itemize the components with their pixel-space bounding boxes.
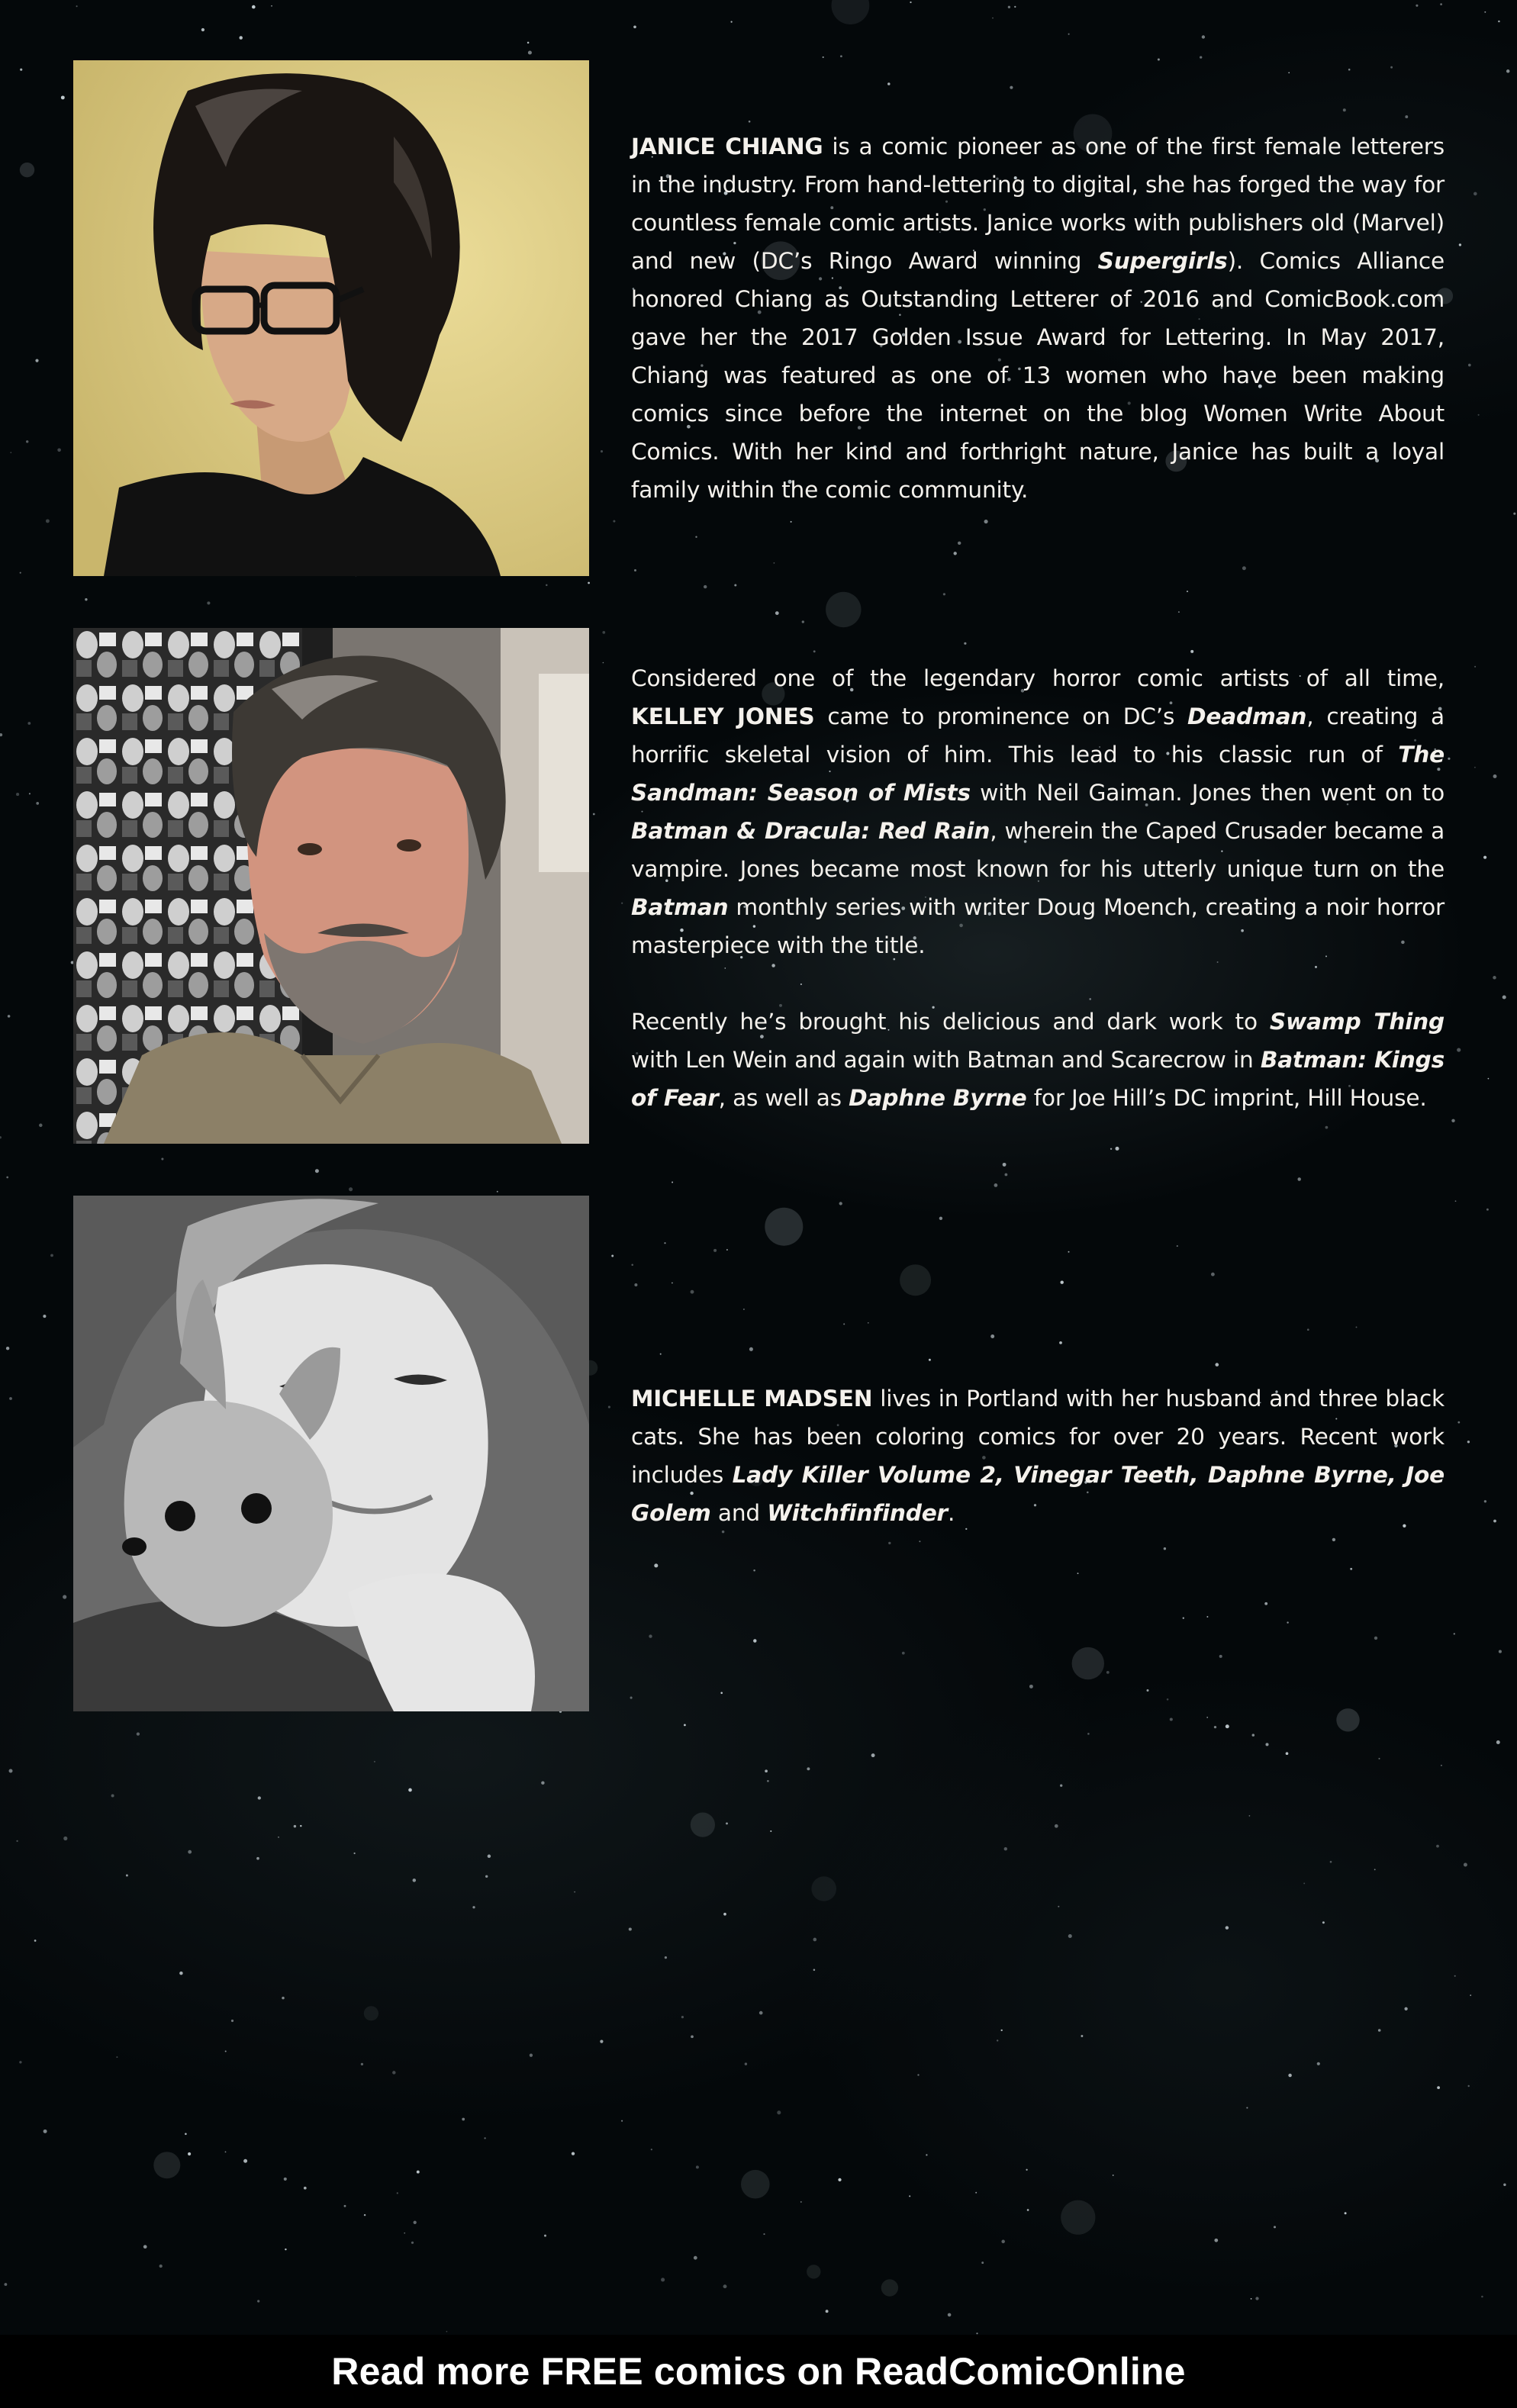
comic-title: Daphne Byrne bbox=[849, 1085, 1027, 1111]
star bbox=[767, 1780, 769, 1782]
star bbox=[1265, 1743, 1268, 1746]
star bbox=[76, 5, 78, 7]
star bbox=[1345, 2212, 1347, 2214]
footer-banner bbox=[0, 2335, 1517, 2408]
star bbox=[354, 1853, 356, 1854]
star bbox=[1249, 1815, 1251, 1817]
star bbox=[1330, 1861, 1332, 1863]
star bbox=[43, 2130, 47, 2133]
footer-text: Read more FREE comics on ReadComicOnline bbox=[331, 2350, 1186, 2393]
star bbox=[1060, 1785, 1062, 1787]
star bbox=[1003, 1163, 1007, 1167]
star bbox=[1252, 1734, 1255, 1737]
star bbox=[813, 1938, 816, 1942]
star bbox=[745, 2062, 747, 2065]
bio-text-segment: monthly series with writer Doug Moench, creating a noir horror masterpiece with the title. bbox=[631, 894, 1445, 958]
star bbox=[1454, 1975, 1456, 1977]
star bbox=[404, 2233, 405, 2234]
star bbox=[1288, 2074, 1292, 2078]
bio-text-segment: . bbox=[947, 1500, 955, 1526]
star bbox=[364, 2214, 366, 2216]
star bbox=[1484, 1500, 1486, 1502]
star bbox=[6, 1177, 8, 1179]
star bbox=[185, 2133, 187, 2135]
star bbox=[1004, 1173, 1007, 1177]
star bbox=[681, 2016, 684, 2018]
star bbox=[1488, 1078, 1490, 1080]
bio-text-segment: is a comic pioneer as one of the first female letterers in the industry. From hand-lettering to digital, she has forged the way for countless female comic artists. Janice works with publishers old (Marvel) and new (DC’s Ringo Award winning bbox=[631, 134, 1445, 274]
star bbox=[27, 722, 31, 725]
star bbox=[1026, 2169, 1027, 2171]
comic-title: Batman: Kings of Fear bbox=[631, 1047, 1445, 1111]
star bbox=[1214, 1726, 1216, 1728]
bio-michelle-madsen bbox=[73, 1196, 1447, 1711]
star bbox=[943, 593, 945, 595]
star bbox=[1486, 1209, 1489, 1211]
bio-janice-chiang bbox=[73, 60, 1447, 576]
star bbox=[1493, 774, 1497, 778]
star bbox=[723, 1913, 726, 1916]
star bbox=[278, 1837, 279, 1838]
star bbox=[20, 572, 21, 574]
star bbox=[10, 452, 11, 453]
star bbox=[413, 1878, 417, 1882]
bokeh-orb bbox=[741, 2170, 770, 2199]
star bbox=[1474, 767, 1476, 768]
star bbox=[239, 36, 242, 39]
star bbox=[488, 1855, 491, 1858]
star bbox=[1187, 591, 1188, 592]
star bbox=[665, 1956, 667, 1959]
comic-title: Batman & Dracula: Red Rain bbox=[631, 818, 990, 844]
star bbox=[20, 69, 22, 71]
bokeh-orb bbox=[691, 1813, 715, 1837]
star bbox=[1000, 2030, 1002, 2031]
star bbox=[572, 2152, 575, 2155]
star bbox=[19, 2061, 21, 2063]
star bbox=[1068, 1934, 1072, 1938]
star bbox=[1513, 513, 1515, 515]
star bbox=[231, 2020, 234, 2022]
star bbox=[8, 1015, 11, 1018]
star bbox=[759, 2011, 763, 2015]
bokeh-orb bbox=[1061, 2200, 1095, 2235]
comic-title: The Sandman: Season of Mists bbox=[631, 742, 1445, 806]
star bbox=[497, 1191, 498, 1193]
comic-title: Swamp Thing bbox=[1269, 1009, 1445, 1035]
kelley-jones-bio-text bbox=[631, 659, 1445, 1117]
kelley-jones-photo bbox=[73, 628, 589, 1144]
star bbox=[143, 2245, 147, 2249]
person-name: MICHELLE MADSEN bbox=[631, 1386, 873, 1412]
star bbox=[111, 1795, 114, 1798]
bokeh-orb bbox=[20, 163, 34, 177]
star bbox=[684, 1724, 686, 1726]
star bbox=[225, 2152, 227, 2153]
star bbox=[1206, 1717, 1208, 1718]
star bbox=[1404, 2007, 1407, 2010]
star bbox=[909, 2195, 910, 2197]
star bbox=[1274, 2226, 1276, 2228]
bio-paragraph bbox=[631, 1379, 1445, 1532]
bio-text-segment: came to prominence on DC’s bbox=[814, 703, 1188, 729]
bio-paragraph bbox=[631, 659, 1445, 964]
star bbox=[1467, 2085, 1469, 2087]
star bbox=[1464, 1863, 1467, 1867]
comic-title: Deadman bbox=[1187, 703, 1307, 729]
star bbox=[723, 2284, 727, 2288]
portrait-man-beard-icon bbox=[73, 628, 589, 1144]
star bbox=[349, 1187, 353, 1191]
star bbox=[917, 2074, 919, 2075]
star bbox=[1468, 364, 1471, 367]
star bbox=[1297, 1177, 1300, 1180]
star bbox=[36, 802, 39, 805]
star bbox=[6, 1347, 9, 1350]
star bbox=[541, 1781, 544, 1784]
bio-paragraph bbox=[631, 1003, 1445, 1117]
star bbox=[1214, 2239, 1218, 2242]
star bbox=[1493, 976, 1496, 980]
star bbox=[1055, 1824, 1058, 1828]
star bbox=[46, 519, 50, 523]
star bbox=[1441, 1765, 1442, 1766]
star bbox=[800, 2201, 802, 2203]
star bbox=[926, 2154, 927, 2155]
star bbox=[29, 793, 31, 794]
star bbox=[1115, 1147, 1119, 1151]
star bbox=[823, 56, 824, 58]
star bbox=[207, 601, 210, 604]
star bbox=[35, 359, 38, 362]
star bbox=[1503, 995, 1506, 999]
star bbox=[304, 2187, 307, 2190]
star bbox=[1496, 1740, 1500, 1744]
star bbox=[63, 1837, 67, 1840]
star bbox=[1170, 1717, 1173, 1721]
star bbox=[1068, 34, 1070, 35]
star bbox=[258, 1796, 261, 1799]
bio-text-segment: with Neil Gaiman. Jones then went on to bbox=[970, 780, 1445, 806]
star bbox=[243, 2159, 247, 2163]
star bbox=[672, 1182, 673, 1183]
star bbox=[9, 1769, 13, 1773]
bokeh-orb bbox=[811, 1876, 836, 1901]
star bbox=[446, 2331, 448, 2332]
star bbox=[1014, 6, 1016, 8]
star bbox=[256, 1857, 259, 1860]
star bbox=[691, 2035, 694, 2038]
star bbox=[294, 1825, 296, 1827]
star bbox=[0, 733, 2, 736]
person-name: KELLEY JONES bbox=[631, 703, 815, 729]
star bbox=[26, 440, 28, 443]
star bbox=[588, 582, 590, 584]
star bbox=[361, 2063, 363, 2065]
star bbox=[696, 2165, 699, 2168]
janice-chiang-bio-text bbox=[631, 127, 1445, 509]
bio-paragraph bbox=[631, 127, 1445, 509]
star bbox=[225, 2050, 227, 2052]
star bbox=[1303, 1882, 1305, 1884]
star bbox=[408, 1788, 412, 1792]
star bbox=[527, 42, 530, 44]
bokeh-orb bbox=[807, 2265, 820, 2278]
star bbox=[838, 2178, 841, 2181]
star bbox=[807, 1767, 810, 1770]
star bbox=[188, 1850, 192, 1854]
star bbox=[1058, 1906, 1059, 1907]
star bbox=[600, 2039, 603, 2043]
star bbox=[871, 1753, 875, 1757]
star bbox=[1200, 56, 1202, 58]
star bbox=[528, 50, 532, 54]
bio-text-segment: for Joe Hill’s DC imprint, Hill House. bbox=[1026, 1085, 1427, 1111]
star bbox=[1374, 1869, 1376, 1870]
star bbox=[374, 1761, 375, 1763]
star bbox=[777, 2110, 781, 2114]
star bbox=[775, 611, 779, 615]
star bbox=[252, 5, 256, 9]
star bbox=[997, 2039, 998, 2041]
star bbox=[910, 2, 911, 3]
star bbox=[16, 793, 19, 796]
star bbox=[85, 598, 87, 600]
michelle-madsen-photo bbox=[73, 1196, 589, 1711]
star bbox=[1499, 1650, 1502, 1653]
star bbox=[116, 2056, 118, 2058]
star bbox=[392, 2071, 395, 2074]
star bbox=[1455, 1200, 1457, 1202]
star bbox=[1081, 2035, 1083, 2037]
star bbox=[544, 2235, 546, 2237]
star bbox=[159, 2265, 163, 2268]
star bbox=[1027, 2209, 1029, 2211]
star bbox=[694, 2256, 697, 2260]
star bbox=[484, 2137, 485, 2139]
star bbox=[61, 95, 65, 99]
bio-text-segment: lives in Portland with her husband and three black cats. She has been coloring comics for over 20 years. Recent work includes bbox=[631, 1386, 1445, 1488]
star bbox=[992, 18, 994, 19]
bio-text-segment: , wherein the Caped Crusader became a vampire. Jones became most known for his utterly unique turn on the bbox=[631, 818, 1445, 882]
bio-text-segment: ). Comics Alliance honored Chiang as Outstanding Letterer of 2016 and ComicBook.com gave her the 2017 Golden Issue Award for Lettering. In May 2017, Chiang was featured as one of 13 women who have been making comics since before the internet on the blog Women Write About Comics. With her kind and forthright nature, Janice has built a loyal family within the comic community. bbox=[631, 248, 1445, 503]
star bbox=[1478, 414, 1480, 416]
star bbox=[1226, 1724, 1229, 1728]
star bbox=[1470, 1994, 1471, 1996]
star bbox=[1484, 11, 1486, 13]
star bbox=[1255, 2297, 1258, 2300]
star bbox=[1436, 1845, 1439, 1848]
star bbox=[414, 2221, 417, 2224]
bokeh-orb bbox=[826, 592, 861, 627]
portrait-woman-glasses-icon bbox=[73, 60, 589, 576]
star bbox=[1481, 2296, 1483, 2298]
comic-title: Batman bbox=[631, 894, 729, 920]
star bbox=[1457, 1048, 1461, 1052]
star bbox=[661, 2278, 665, 2281]
star bbox=[731, 21, 733, 23]
star bbox=[39, 1124, 43, 1128]
star bbox=[629, 1927, 632, 1930]
star bbox=[1251, 2298, 1252, 2300]
star bbox=[1474, 192, 1477, 196]
star bbox=[826, 2310, 829, 2313]
bio-text-segment: , creating a horrific skeletal vision of him. This lead to his classic run of bbox=[631, 703, 1445, 768]
star bbox=[4, 2283, 7, 2286]
star bbox=[300, 1825, 301, 1827]
star bbox=[948, 2313, 952, 2317]
star bbox=[282, 1997, 285, 2000]
star bbox=[1317, 2062, 1320, 2065]
star bbox=[16, 1840, 18, 1842]
star bbox=[1322, 1921, 1325, 1924]
star bbox=[813, 1969, 816, 1971]
bokeh-orb bbox=[364, 2006, 378, 2020]
star bbox=[284, 2178, 287, 2181]
star bbox=[633, 25, 636, 28]
comic-title: Witchfinfinder bbox=[767, 1500, 948, 1526]
star bbox=[1459, 243, 1461, 246]
bokeh-orb bbox=[881, 2279, 898, 2296]
michelle-madsen-bio-text bbox=[631, 1379, 1445, 1532]
star bbox=[137, 1732, 140, 1735]
bio-text-segment: and bbox=[710, 1500, 768, 1526]
star bbox=[1506, 69, 1510, 73]
star bbox=[1110, 1148, 1112, 1150]
star bbox=[50, 1254, 53, 1257]
bokeh-orb bbox=[832, 0, 870, 24]
star bbox=[344, 2205, 346, 2207]
star bbox=[1226, 1926, 1229, 1929]
star bbox=[417, 2171, 420, 2174]
star bbox=[485, 1875, 488, 1878]
star bbox=[0, 1136, 2, 1138]
star bbox=[1378, 1758, 1380, 1759]
star bbox=[840, 55, 842, 57]
bokeh-orb bbox=[1336, 1708, 1359, 1731]
star bbox=[1454, 1633, 1455, 1634]
star bbox=[1286, 1752, 1289, 1755]
star bbox=[43, 1315, 46, 1318]
star bbox=[1457, 1421, 1460, 1424]
star bbox=[1451, 1119, 1454, 1122]
star bbox=[1001, 2240, 1005, 2244]
star bbox=[1087, 1733, 1090, 1735]
star bbox=[161, 1157, 163, 1160]
star bbox=[802, 620, 804, 623]
star bbox=[530, 2054, 533, 2057]
star bbox=[981, 2262, 984, 2264]
star bbox=[734, 584, 736, 586]
star bbox=[1202, 35, 1205, 38]
comic-title: Supergirls bbox=[1097, 248, 1228, 274]
star bbox=[9, 1397, 12, 1400]
star bbox=[472, 1906, 475, 1908]
star bbox=[1474, 666, 1476, 668]
star bbox=[546, 584, 547, 586]
star bbox=[1378, 2029, 1381, 2032]
star bbox=[1503, 2184, 1506, 2186]
star bbox=[397, 2192, 398, 2194]
star bbox=[704, 585, 707, 588]
star bbox=[621, 2120, 623, 2122]
star bbox=[1448, 758, 1450, 760]
star bbox=[57, 449, 61, 452]
star bbox=[271, 5, 272, 7]
star bbox=[257, 2300, 259, 2302]
star bbox=[1008, 6, 1010, 8]
star bbox=[975, 2192, 977, 2194]
bio-kelley-jones bbox=[73, 628, 1447, 1144]
star bbox=[994, 1183, 998, 1187]
star bbox=[462, 2118, 465, 2121]
bio-text-segment: Recently he’s brought his delicious and dark work to bbox=[631, 1009, 1270, 1035]
star bbox=[1004, 1847, 1007, 1850]
star bbox=[1440, 3, 1442, 5]
star bbox=[1178, 611, 1180, 613]
bokeh-orb bbox=[153, 2152, 180, 2178]
star bbox=[1416, 5, 1418, 7]
star bbox=[179, 1972, 183, 1975]
janice-chiang-photo bbox=[73, 60, 589, 576]
star bbox=[188, 2152, 191, 2155]
star bbox=[1493, 1520, 1496, 1523]
person-name: JANICE CHIANG bbox=[631, 134, 823, 159]
star bbox=[63, 1595, 66, 1598]
comic-title: Lady Killer Volume 2, Vinegar Teeth, Daphne Byrne, Joe Golem bbox=[631, 1462, 1445, 1526]
star bbox=[1467, 1441, 1470, 1443]
star bbox=[126, 1875, 128, 1877]
star bbox=[34, 1940, 37, 1942]
star bbox=[285, 2249, 286, 2250]
star bbox=[765, 1769, 768, 1772]
star bbox=[315, 1169, 319, 1173]
star bbox=[651, 2149, 652, 2150]
star bbox=[1246, 2107, 1248, 2109]
bio-text-segment: with Len Wein and again with Batman and Scarecrow in bbox=[631, 1047, 1261, 1073]
portrait-woman-with-chihuahua-icon bbox=[73, 1196, 589, 1711]
star bbox=[574, 1891, 575, 1893]
bio-text-segment: Considered one of the legendary horror comic artists of all time, bbox=[631, 665, 1445, 691]
star bbox=[1113, 2175, 1114, 2176]
star bbox=[201, 28, 205, 31]
star bbox=[1498, 21, 1500, 23]
star bbox=[1483, 856, 1486, 859]
star bbox=[726, 1822, 728, 1824]
star bbox=[763, 2233, 765, 2235]
star bbox=[411, 2242, 414, 2244]
bio-text-segment: , as well as bbox=[718, 1085, 849, 1111]
star bbox=[770, 1830, 771, 1832]
star bbox=[1437, 2086, 1440, 2089]
